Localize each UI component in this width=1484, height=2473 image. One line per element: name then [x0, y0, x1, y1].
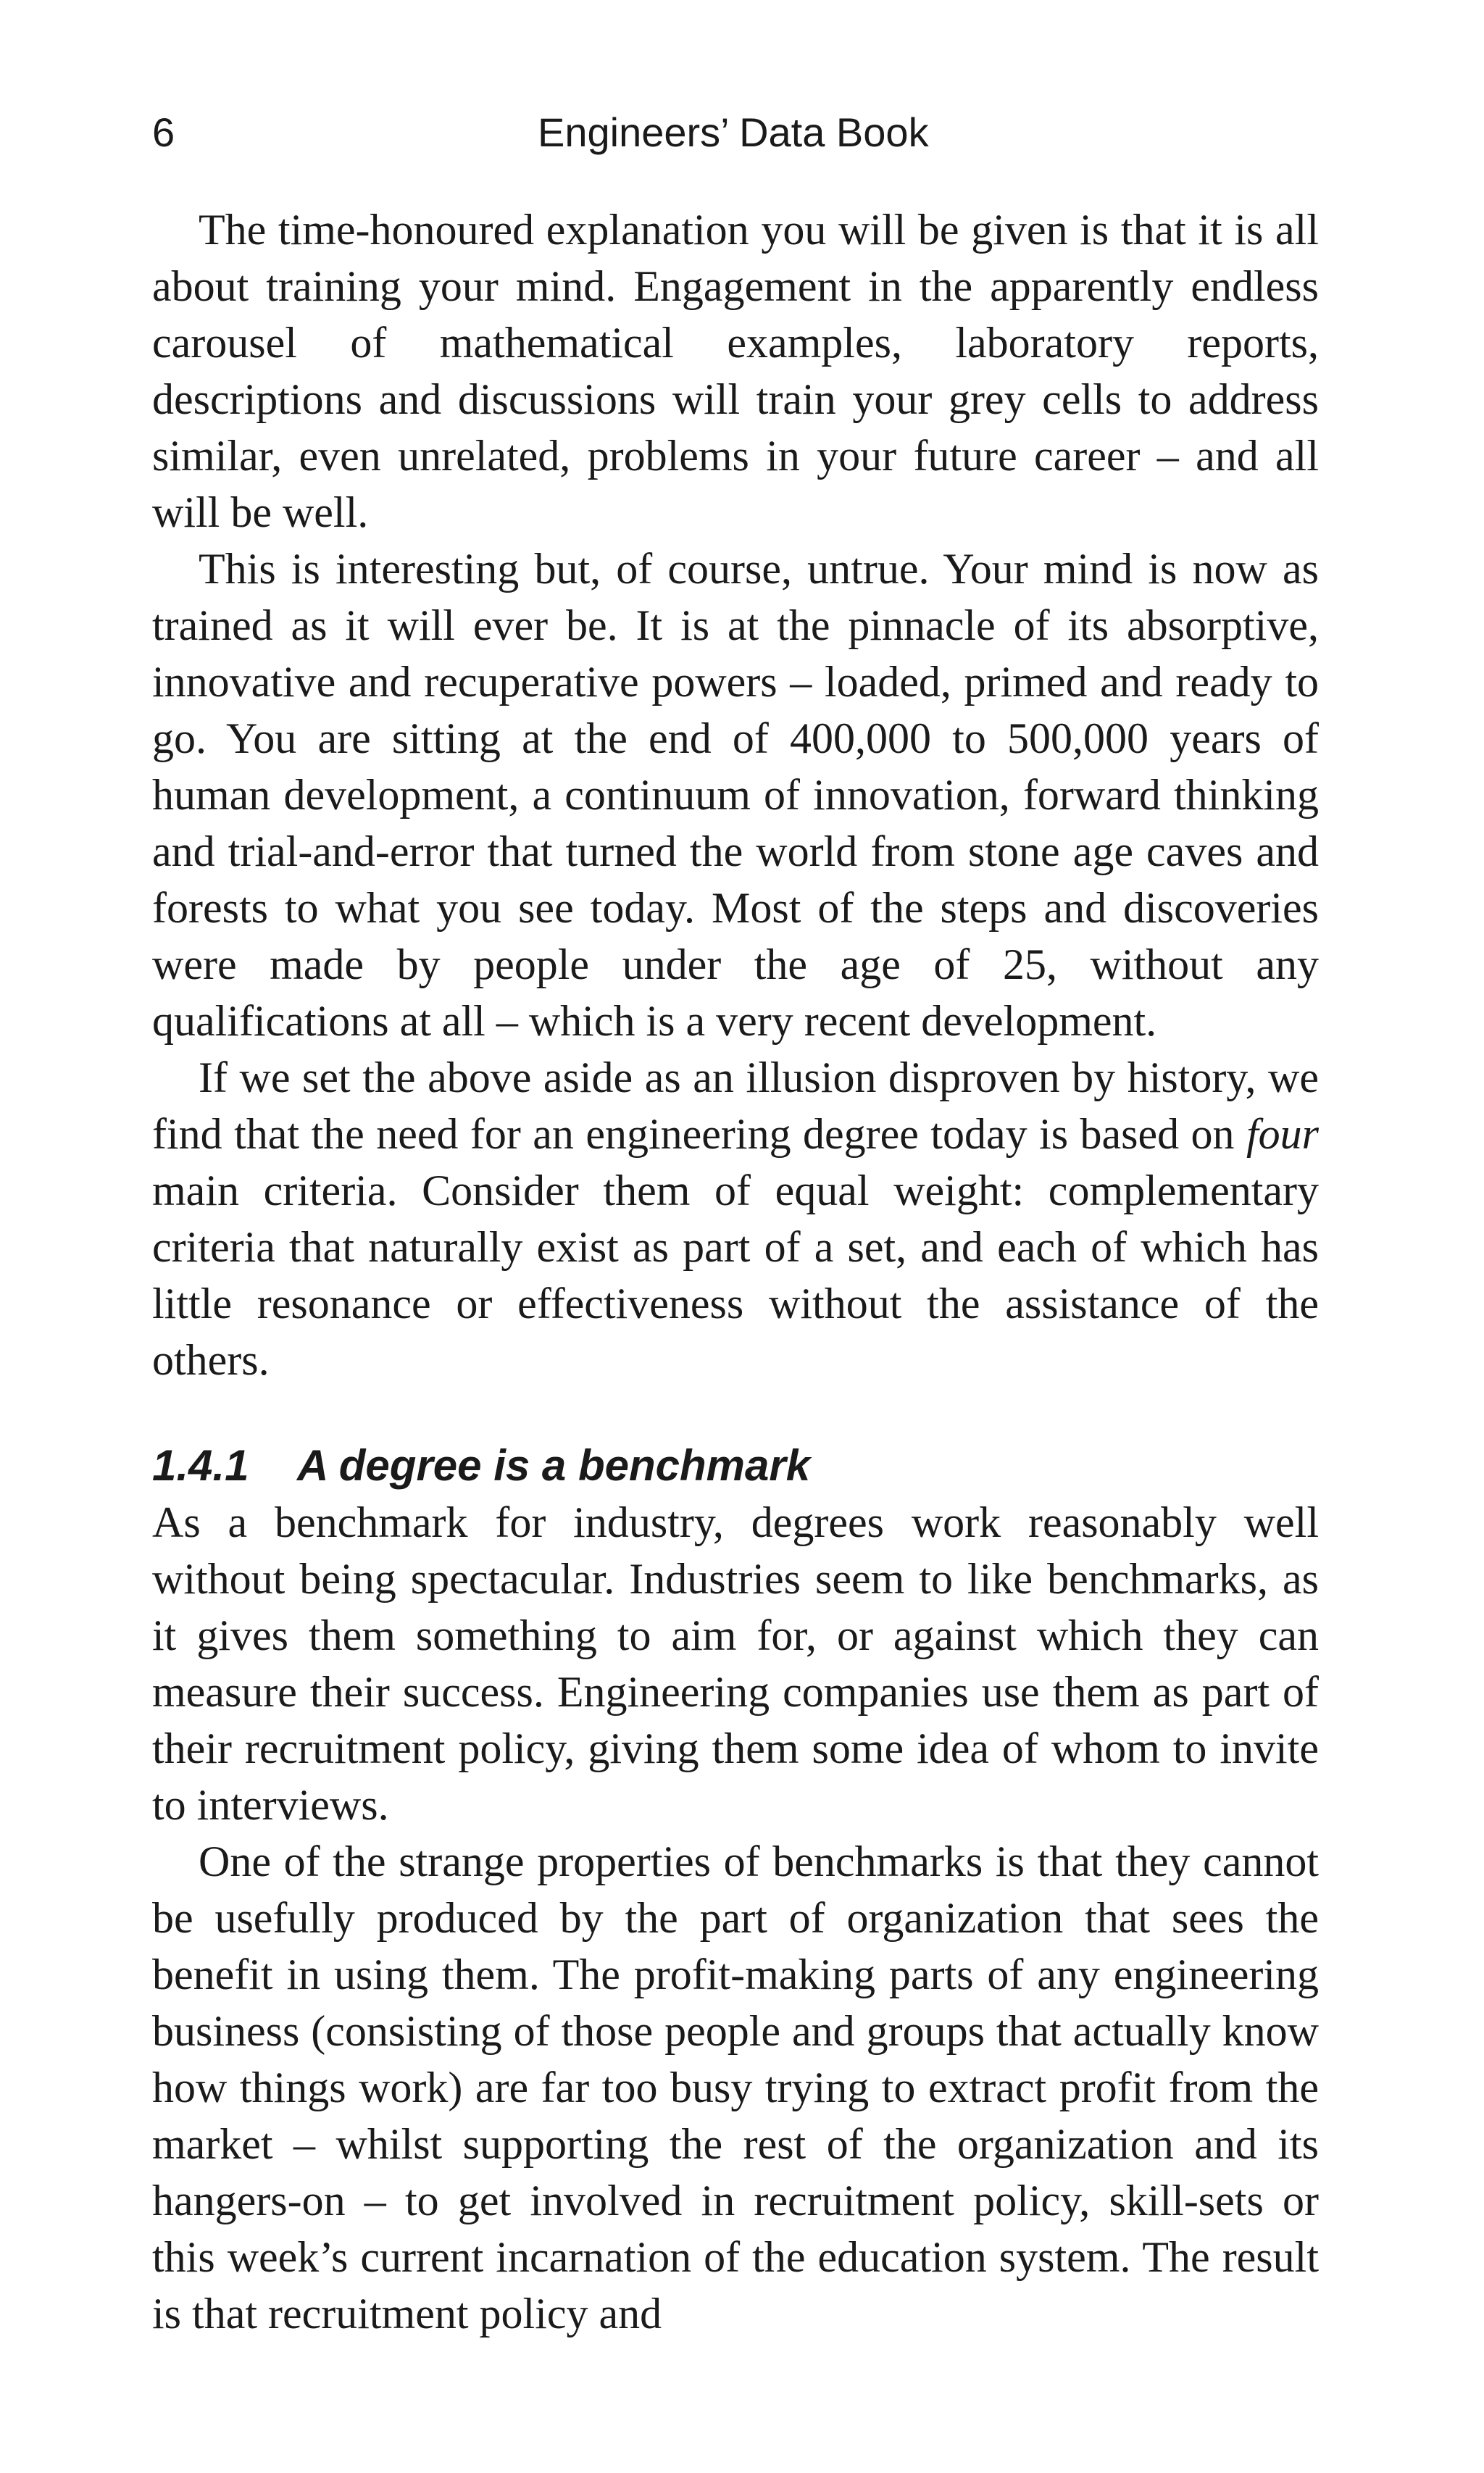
section-title: A degree is a benchmark — [297, 1441, 811, 1490]
emphasis-four: four — [1246, 1110, 1319, 1158]
running-head — [152, 109, 1319, 167]
paragraph-four-criteria — [152, 1049, 1319, 1388]
paragraph-four-criteria-start: If we set the above aside as an illusion disproven by history, we find that the need for an engineering degree today is based on — [152, 1054, 1319, 1158]
paragraph-four-criteria-end: main criteria. Consider them of equal weight: complementary criteria that naturally exist as part of a set, and each of which has little resonance or effectiveness without the assistance of the others. — [152, 1167, 1319, 1384]
page-number: 6 — [152, 109, 175, 155]
paragraph-benchmark-industry: As a benchmark for industry, degrees work reasonably well without being spectacular. Industries seem to like benchmarks, as it gives them something to aim for, or against which they can measure their success. Engineering companies use them as part of their recruitment policy, giving them some idea of whom to invite to interviews. — [152, 1498, 1319, 1829]
paragraph-training-mind: The time-honoured explanation you will be given is that it is all about training your mind. Engagement in the apparently endless carousel of mathematical examples, laboratory reports, descriptions and discussions will train your grey cells to address similar, even unrelated, problems in your future career – and all will be well. — [152, 206, 1319, 536]
paragraph-benchmark-properties: One of the strange properties of benchmarks is that they cannot be usefully produced by the part of organization that sees the benefit in using them. The profit-making parts of any engineering business (consisting of those people and groups that actually know how things work) are far too busy trying to extract profit from the market – whilst supporting the rest of the organization and its hangers-on – to get involved in recruitment policy, skill-sets or this week’s current incarnation of the education system. The result is that recruitment policy and — [152, 1838, 1319, 2338]
body-text — [152, 201, 1319, 2342]
paragraph-untrue: This is interesting but, of course, untrue. Your mind is now as trained as it will ever be. It is at the pinnacle of its absorptive, innovative and recuperative powers – loaded, primed and ready to go. You are sitting at the end of 400,000 to 500,000 years of human development, a continuum of innovation, forward thinking and trial-and-error that turned the world from stone age caves and forests to what you see today. Most of the steps and discoveries were made by people under the age of 25, without any qualifications at all – which is a very recent development. — [152, 545, 1319, 1045]
section-heading — [152, 1438, 1319, 1494]
running-title: Engineers’ Data Book — [538, 109, 929, 155]
section-number: 1.4.1 — [152, 1441, 249, 1490]
